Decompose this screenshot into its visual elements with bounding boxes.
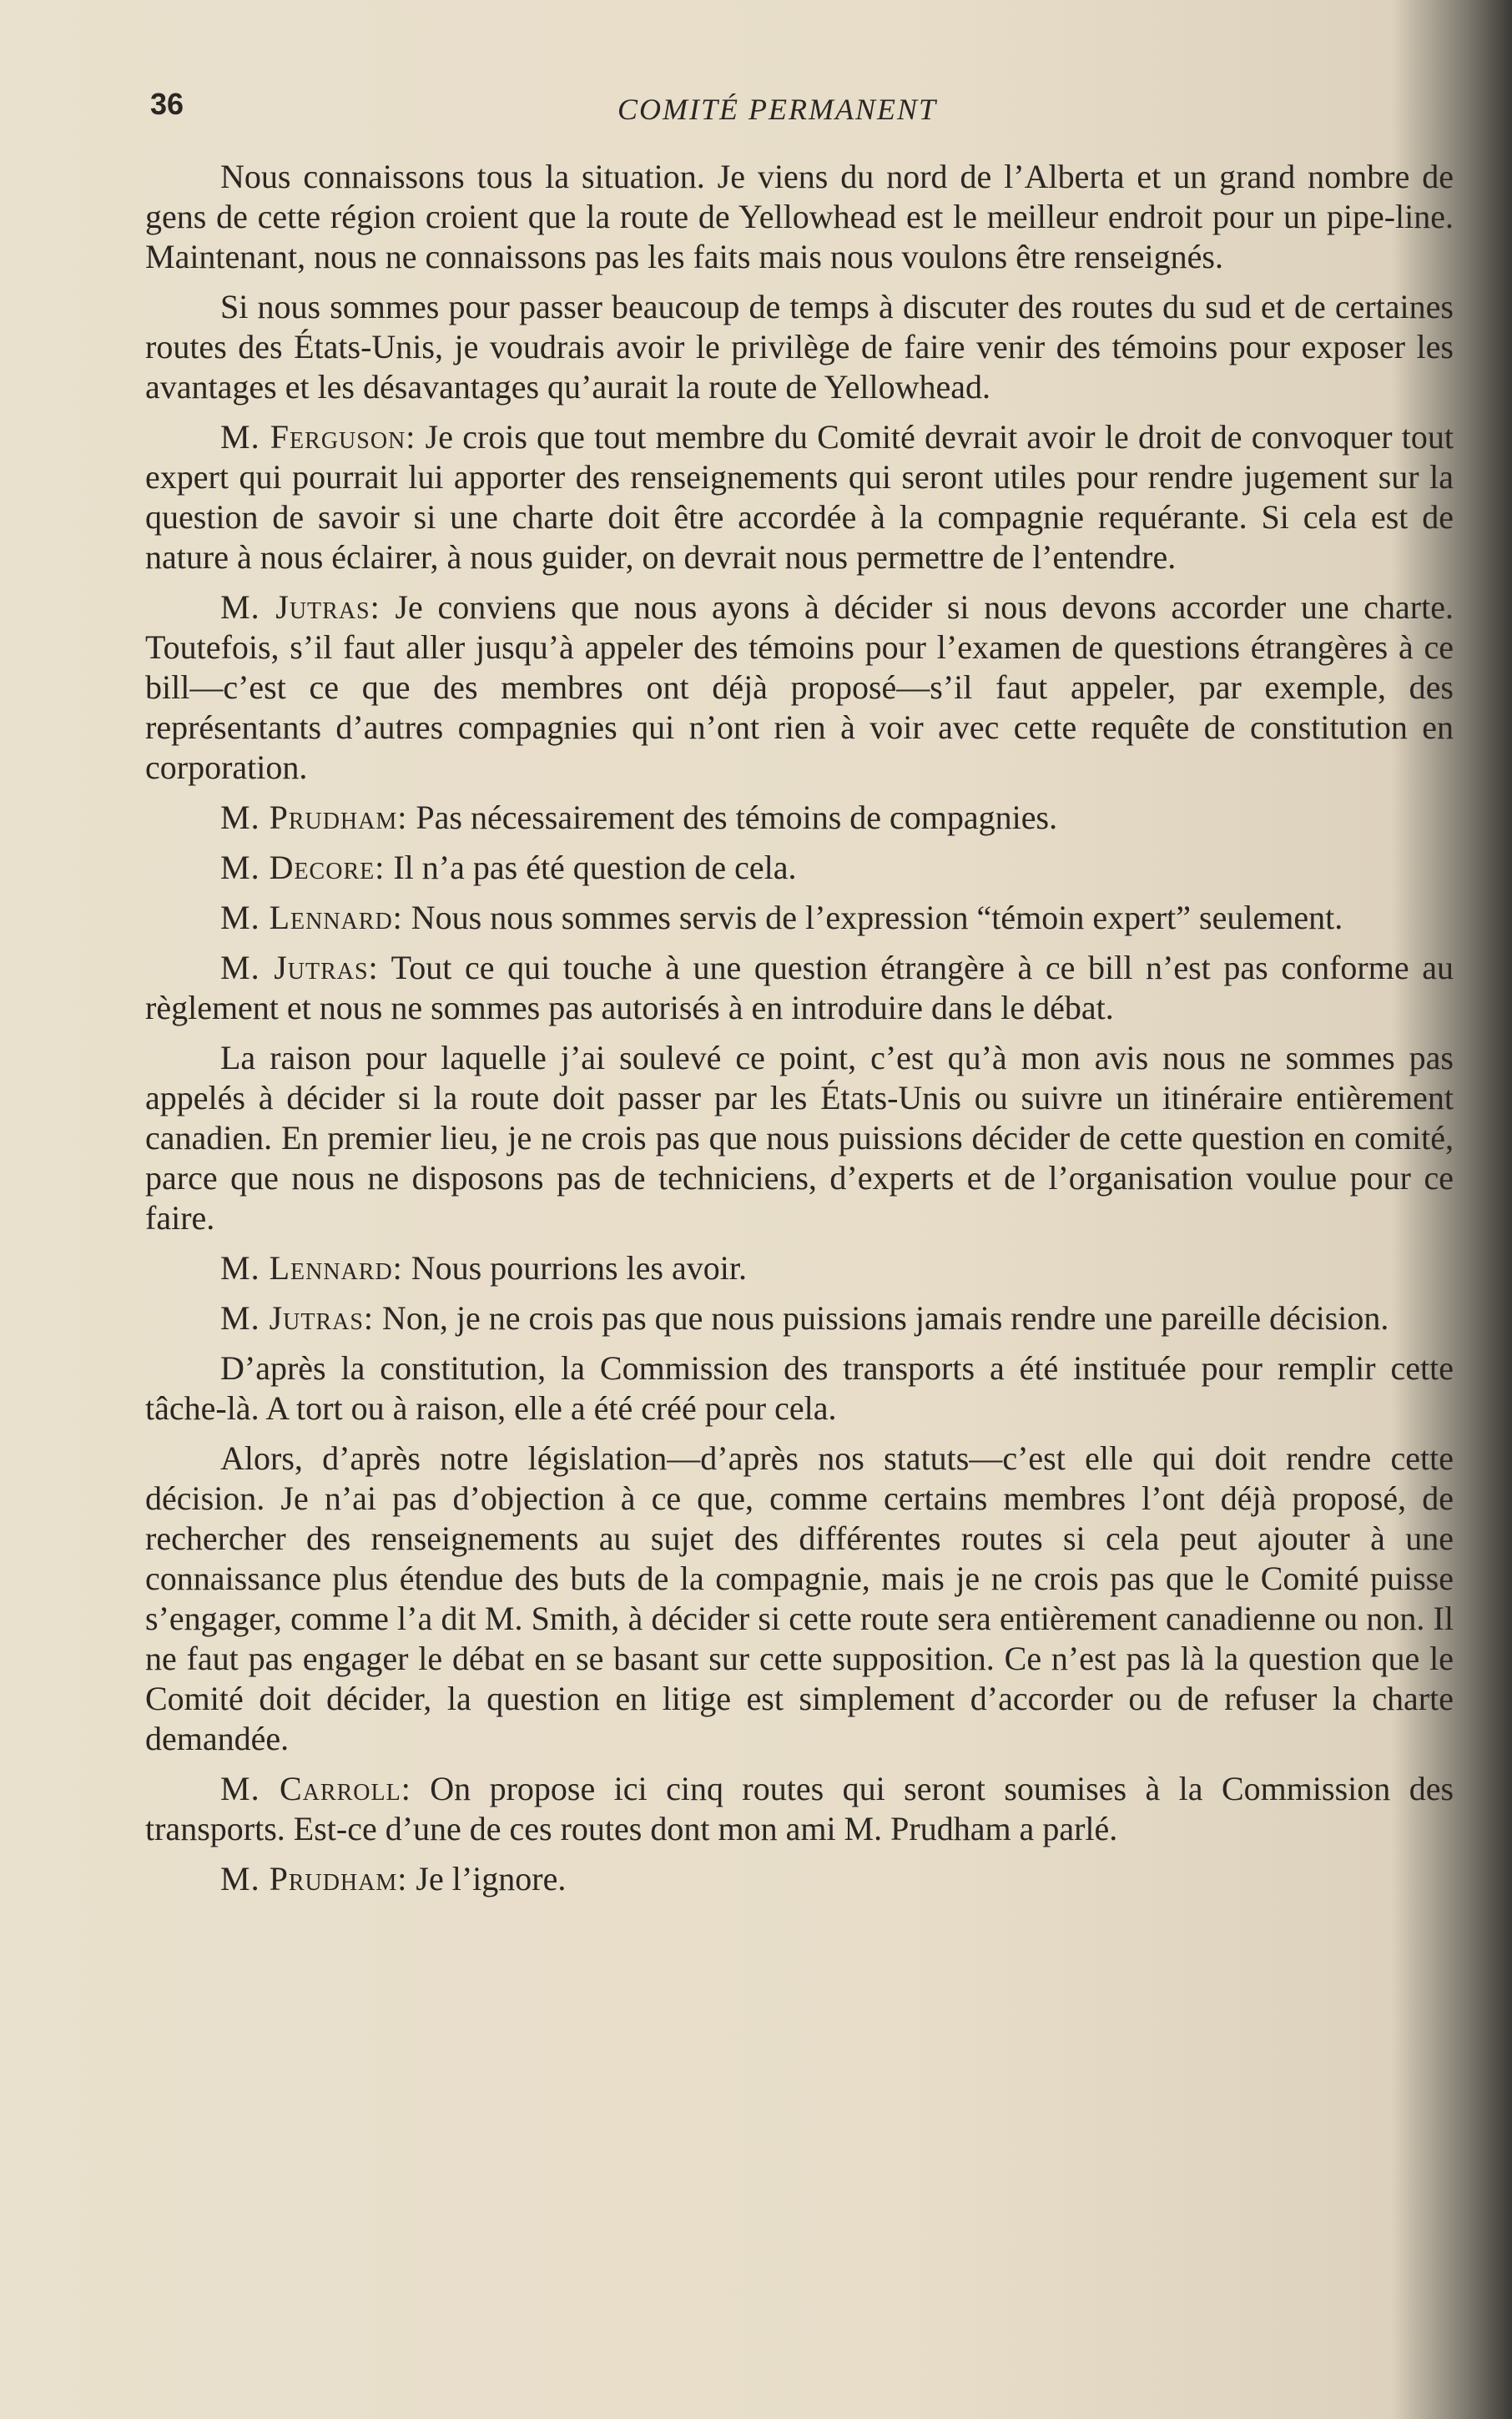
- paragraph-text: Nous pourrions les avoir.: [411, 1249, 747, 1287]
- paragraph-text: On propose ici cinq routes qui seront soumises à la Commission des transports. Est-ce d’une de ces routes dont mon ami M. Prudham a parlé.: [145, 1770, 1454, 1847]
- paragraph: [145, 1769, 1454, 1849]
- paragraph-text: Nous nous sommes servis de l’expression “témoin expert” seulement.: [411, 899, 1343, 936]
- page-header: [142, 87, 1462, 137]
- paragraph-text: Tout ce qui touche à une question étrangère à ce bill n’est pas conforme au règlement et nous ne sommes pas autorisés à en introduire dans le débat.: [145, 949, 1454, 1026]
- paragraph: [145, 848, 1454, 888]
- paragraph-text: Alors, d’après notre législation—d’après nos statuts—c’est elle qui doit rendre cette décision. Je n’ai pas d’objection à ce que, comme certains membres l’ont déjà proposé, de rechercher des renseignements au sujet des différentes routes si cela peut ajouter à une connaissance plus étendue des buts de la compagnie, mais je ne crois pas que le Comité puisse s’engager, comme l’a dit M. Smith, à décider si cette route sera entièrement canadienne ou non. Il ne faut pas engager le débat en se basant sur cette supposition. Ce n’est pas là la question que le Comité doit décider, la question en litige est simplement d’accorder ou de refuser la charte demandée.: [145, 1439, 1454, 1757]
- speaker-name: M. Jutras:: [220, 588, 381, 626]
- paragraph: [145, 1038, 1454, 1238]
- paragraph-text: Si nous sommes pour passer beaucoup de temps à discuter des routes du sud et de certaines routes des États-Unis, je voudrais avoir le privilège de faire venir des témoins pour exposer les avantages et les désavantages qu’aurait la route de Yellowhead.: [145, 288, 1454, 406]
- speaker-name: M. Lennard:: [220, 899, 403, 936]
- paragraph: [145, 157, 1454, 277]
- speaker-name: M. Decore:: [220, 849, 386, 886]
- paragraph: [145, 798, 1454, 838]
- paragraph-text: Nous connaissons tous la situation. Je viens du nord de l’Alberta et un grand nombre de gens de cette région croient que la route de Yellowhead est le meilleur endroit pour un pipe-line. Maintenant, nous ne connaissons pas les faits mais nous voulons être renseignés.: [145, 158, 1454, 275]
- paragraph: [145, 417, 1454, 577]
- paragraph: [145, 1348, 1454, 1429]
- page-number: 36: [150, 87, 184, 121]
- paragraph-text: Non, je ne crois pas que nous puissions jamais rendre une pareille décision.: [382, 1299, 1389, 1337]
- paragraph-text: La raison pour laquelle j’ai soulevé ce point, c’est qu’à mon avis nous ne sommes pas appelés à décider si la route doit passer par les États-Unis ou suivre un itinéraire entièrement canadien. En premier lieu, je ne crois pas que nous puissions décider de cette question en comité, parce que nous ne disposons pas de techniciens, d’experts et de l’organisation voulue pour ce faire.: [145, 1039, 1454, 1237]
- paragraph-text: D’après la constitution, la Commission des transports a été instituée pour remplir cette tâche-là. A tort ou à raison, elle a été créé pour cela.: [145, 1349, 1454, 1427]
- paragraph: [145, 948, 1454, 1028]
- paragraph: [145, 898, 1454, 938]
- paragraph: [145, 287, 1454, 407]
- paragraph-text: Je conviens que nous ayons à décider si nous devons accorder une charte. Toutefois, s’il faut aller jusqu’à appeler des témoins pour l’examen de questions étrangères à ce bill—c’est ce que des membres ont déjà proposé—s’il faut appeler, par exemple, des représentants d’autres compagnies qui n’ont rien à voir avec cette requête de constitution en corporation.: [145, 588, 1454, 786]
- paragraph: [145, 587, 1454, 788]
- paragraph-text: Pas nécessairement des témoins de compagnies.: [416, 799, 1058, 836]
- speaker-name: M. Prudham:: [220, 799, 408, 836]
- speaker-name: M. Carroll:: [220, 1770, 411, 1807]
- paragraph-text: Il n’a pas été question de cela.: [393, 849, 797, 886]
- paragraph: [145, 1248, 1454, 1288]
- paragraph: [145, 1439, 1454, 1759]
- paragraph: [145, 1298, 1454, 1338]
- paragraph: [145, 1859, 1454, 1899]
- speaker-name: M. Jutras:: [220, 1299, 375, 1337]
- speaker-name: M. Prudham:: [220, 1860, 408, 1897]
- running-head: COMITÉ PERMANENT: [617, 93, 937, 126]
- speaker-name: M. Jutras:: [220, 949, 379, 986]
- body-text: [145, 157, 1454, 1909]
- speaker-name: M. Ferguson:: [220, 418, 416, 456]
- paragraph-text: Je l’ignore.: [416, 1860, 567, 1897]
- paragraph-text: Je crois que tout membre du Comité devrait avoir le droit de convoquer tout expert qui pourrait lui apporter des renseignements qui seront utiles pour rendre jugement sur la question de savoir si une charte doit être accordée à la compagnie requérante. Si cela est de nature à nous éclairer, à nous guider, on devrait nous permettre de l’entendre.: [145, 418, 1454, 576]
- speaker-name: M. Lennard:: [220, 1249, 403, 1287]
